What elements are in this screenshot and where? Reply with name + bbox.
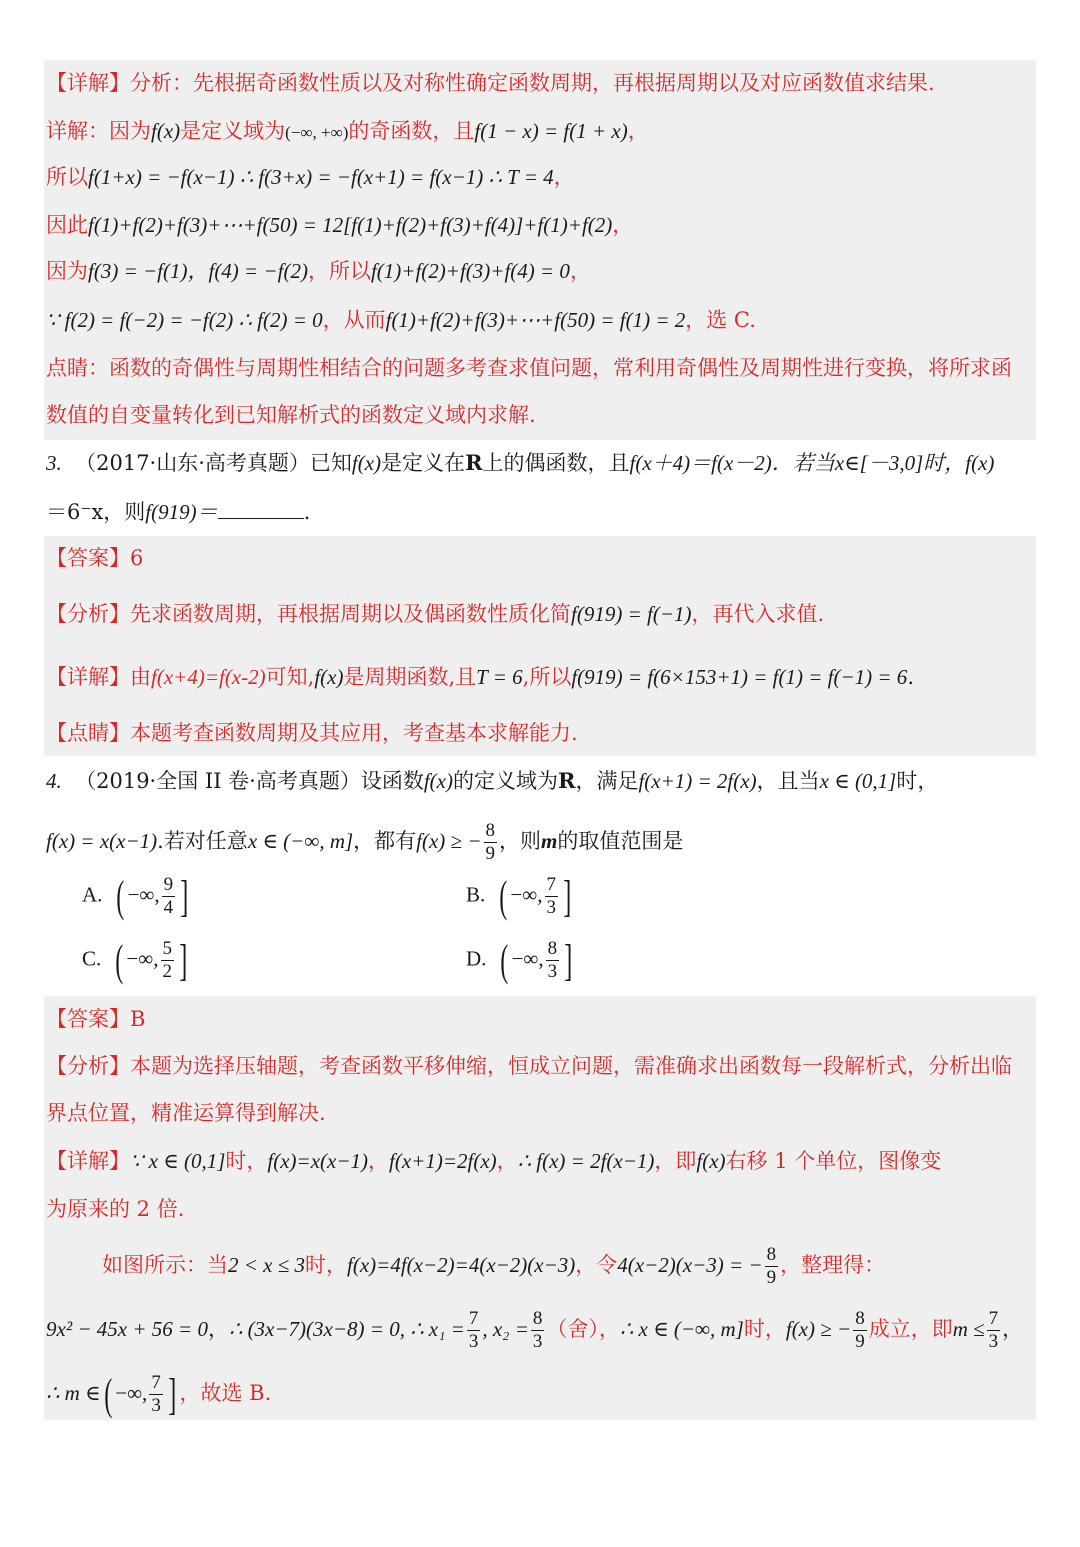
note-3: 【点睛】本题考查函数周期及其应用，考查基本求解能力. [46,721,578,745]
answer-3: 【答案】6 [46,546,144,570]
detail-4-line-5: ∴ m ∈( −∞, $\frac{7}{3}$ ] ，故选 B. [46,1369,272,1419]
analysis-3: 【分析】先求函数周期，再根据周期以及偶函数性质化简f(919) = f(−1)，再代入求值. [46,602,825,626]
detail-4-line-1: 【详解】∵ x ∈ (0,1]时，f(x)=x(x−1)，f(x+1)=2f(x)，∴ f(x) = 2f(x−1)，即f(x)右移 1 个单位，图像变 [46,1149,942,1173]
analysis-4-line-1: 【分析】本题为选择压轴题，考查函数平移伸缩，恒成立问题，需准确求出函数每一段解析式，分析出临 [46,1054,1012,1078]
detail-heading-line: 【详解】分析：先根据奇函数性质以及对称性确定函数周期，再根据周期以及对应函数值求结果. [46,71,935,95]
detail-line-6: ∵ f(2) = f(−2) = −f(2) ∴ f(2) = 0，从而f(1)+f(2)+f(3)+⋯+f(50) = f(1) = 2，选 C. [46,308,756,332]
note-line-1: 点睛：函数的奇偶性与周期性相结合的问题多考查求值问题，常利用奇偶性及周期性进行变换，将所求函 [46,356,1012,380]
detail-4-line-4: 9x² − 45x + 56 = 0，∴ (3x−7)(3x−8) = 0, ∴ x₁ = $\frac{7}{3}$ , x₂ = $\frac{8}{3}$ （舍），∴ x ∈ (−∞, m]时，f(x) ≥ − $\frac{8}{9}$ 成立，即m ≤ $\frac{7}{3}$ ， [46,1308,1024,1352]
note-line-2: 数值的自变量转化到已知解析式的函数定义域内求解. [46,403,536,427]
fraction: $\frac{8}{9}$ [766,1244,777,1288]
analysis-4-line-2: 界点位置，精准运算得到解决. [46,1101,326,1125]
option-a[interactable]: A. ( −∞, $\frac{9}{4}$ ] [82,871,189,921]
detail-3: 【详解】由f(x+4)=f(x-2)可知,f(x)是周期函数,且T = 6,所以f(919) = f(6×153+1) = f(1) = f(−1) = 6. [46,665,914,689]
answer-4: 【答案】B [46,1007,146,1031]
question-number: 3. [46,451,62,475]
question-4-line-2: f(x) = x(x−1).若对任意x ∈ (−∞, m]，都有f(x) ≥ − $\frac{8}{9}$ ，则m的取值范围是 [46,820,684,864]
detail-line-4: 因此f(1)+f(2)+f(3)+⋯+f(50) = 12[f(1)+f(2)+f(3)+f(4)]+f(1)+f(2)， [46,213,634,237]
option-b[interactable]: B. ( −∞, $\frac{7}{3}$ ] [466,871,572,921]
fraction: $\frac{8}{9}$ [485,820,495,864]
question-3-line-2: ＝6⁻x，则f(919)＝ . [46,500,311,524]
question-3-line-1: 3. （2017·山东·高考真题）已知f(x)是定义在R上的偶函数，且f(x＋4)＝f(x－2)．若当x∈[－3,0]时，f(x) [46,450,995,475]
detail-4-line-3: 如图所示：当2 < x ≤ 3时，f(x)=4f(x−2)=4(x−2)(x−3)，令4(x−2)(x−3) = − $\frac{8}{9}$ ，整理得： [102,1244,886,1288]
option-d[interactable]: D. ( −∞, $\frac{8}{3}$ ] [466,935,573,985]
answer-blank [218,498,304,519]
detail-4-line-2: 为原来的 2 倍. [46,1197,185,1221]
detail-line-3: 所以f(1+x) = −f(x−1) ∴ f(3+x) = −f(x+1) = f(x−1) ∴ T = 4， [46,165,575,189]
option-c[interactable]: C. ( −∞, $\frac{5}{2}$ ] [82,935,188,985]
detail-line-2: 详解：因为f(x)是定义域为(−∞, +∞)的奇函数，且f(1 − x) = f(1 + x)， [46,119,649,143]
question-4-line-1: 4. （2019·全国 II 卷·高考真题）设函数f(x)的定义域为R，满足f(x+1) = 2f(x)，且当x ∈ (0,1]时， [46,768,939,793]
detail-line-5: 因为f(3) = −f(1)，f(4) = −f(2)，所以f(1)+f(2)+f(3)+f(4) = 0， [46,259,591,283]
